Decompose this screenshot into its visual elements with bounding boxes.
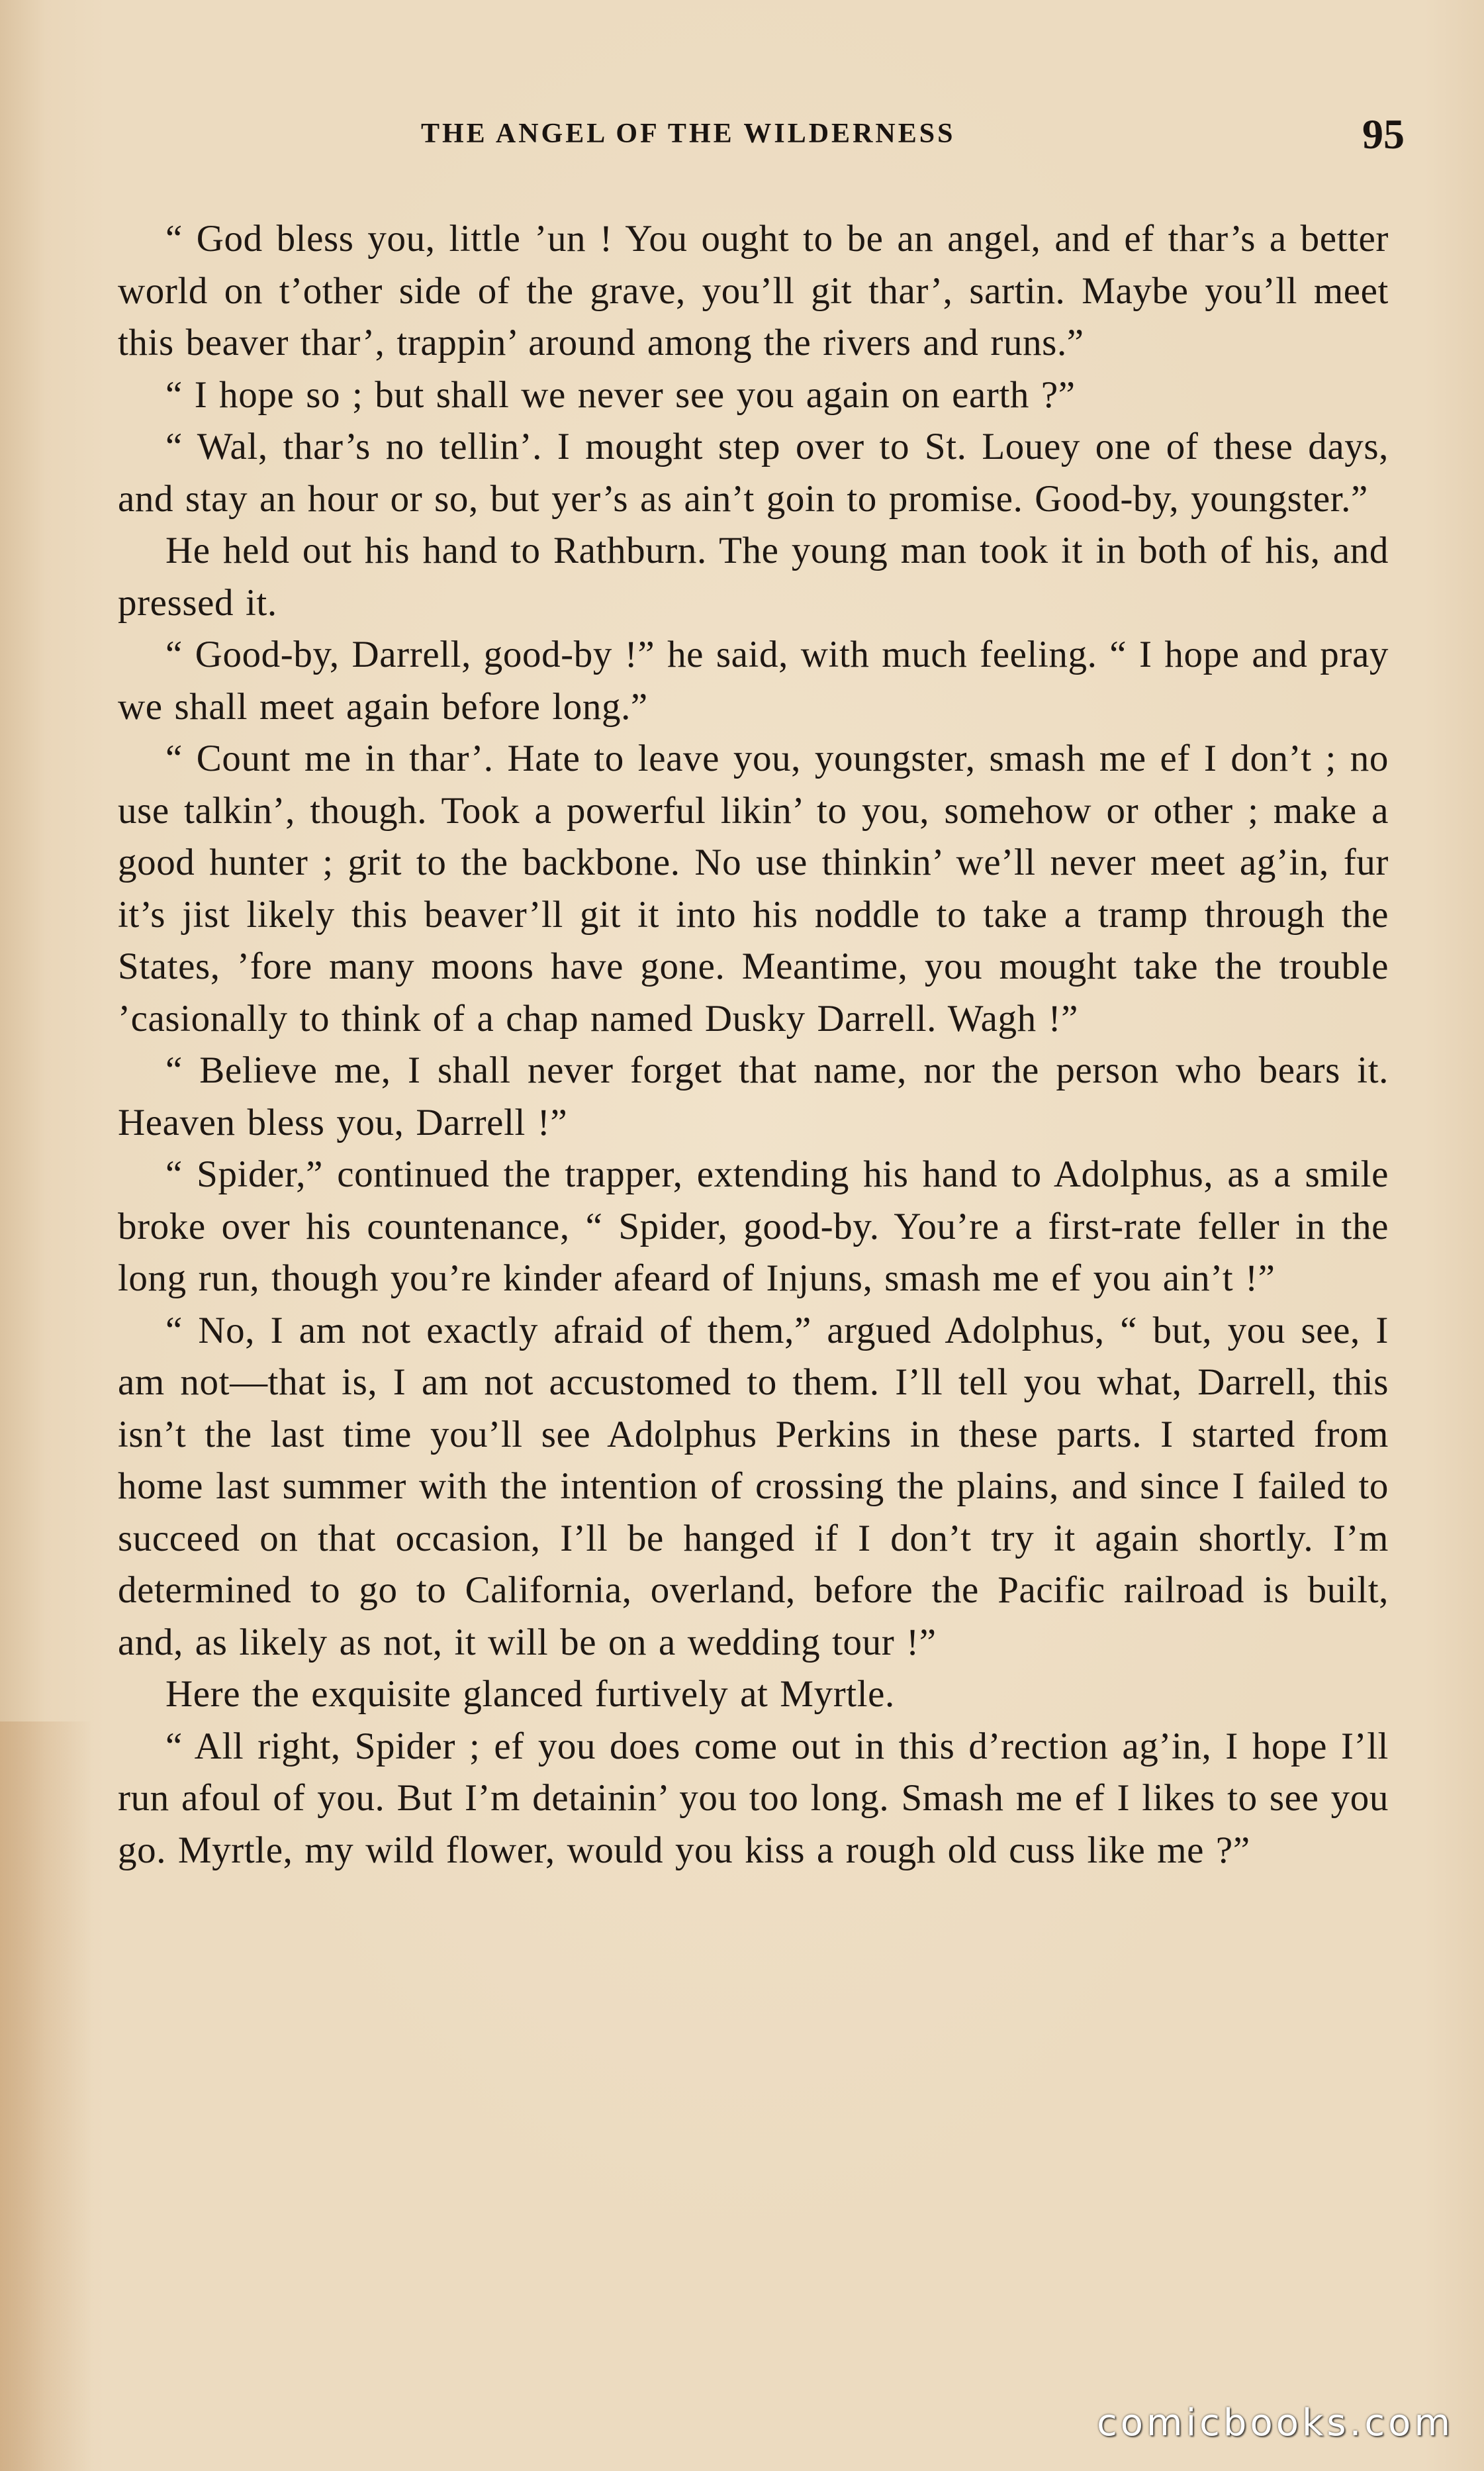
paragraph: “ All right, Spider ; ef you does come out in this d’rection ag’in, I hope I’ll run afoul of you. But I’m detainin’ you too long. Smash me ef I likes to see you go. Myrtle, my wild flower, would you kiss a rough old cuss like me ?” bbox=[118, 1725, 1389, 1871]
paragraph: “ Spider,” continued the trapper, extending his hand to Adolphus, as a smile broke over his countenance, “ Spider, good-by. You’re a first-rate feller in the long run, though you’re kinder afeard of Injuns, smash me ef you ain’t !” bbox=[118, 1153, 1389, 1299]
paragraph: “ Believe me, I shall never forget that name, nor the person who bears it. Heaven bless you, Darrell !” bbox=[118, 1049, 1389, 1143]
paragraph: “ God bless you, little ’un ! You ought to be an angel, and ef thar’s a better world on t’other side of the grave, you’ll git thar’, sartin. Maybe you’ll meet this beaver thar’, trappin’ around among the rivers and runs.” bbox=[118, 218, 1389, 363]
paragraph: “ Good-by, Darrell, good-by !” he said, with much feeling. “ I hope and pray we shall meet again before long.” bbox=[118, 634, 1389, 728]
body-text bbox=[118, 213, 1389, 1876]
paragraph: “ I hope so ; but shall we never see you again on earth ?” bbox=[165, 373, 1076, 416]
paragraph: “ No, I am not exactly afraid of them,” argued Adolphus, “ but, you see, I am not—that is, I am not accustomed to them. I’ll tell you what, Darrell, this isn’t the last time you’ll see Adolphus Perkins in these parts. I started from home last summer with the intention of crossing the plains, and since I failed to succeed on that occasion, I’ll be hanged if I don’t try it again shortly. I’m determined to go to California, overland, before the Pacific railroad is built, and, as likely as not, it will be on a wedding tour !” bbox=[118, 1309, 1389, 1663]
page-header bbox=[119, 111, 1410, 160]
watermark: comicbooks.com bbox=[1096, 2401, 1454, 2445]
paragraph: “ Count me in thar’. Hate to leave you, youngster, smash me ef I don’t ; no use talkin’, though. Took a powerful likin’ to you, somehow or other ; make a good hunter ; grit to the backbone. No use thinkin’ we’ll never meet ag’in, fur it’s jist likely this beaver’ll git it into his noddle to take a tramp through the States, ’fore many moons have gone. Meantime, you mought take the trouble ’casionally to think of a chap named Dusky Darrell. Wagh !” bbox=[118, 738, 1389, 1040]
paragraph: “ Wal, thar’s no tellin’. I mought step over to St. Louey one of these days, and stay an hour or so, but yer’s as ain’t goin to promise. Good-by, youngster.” bbox=[118, 426, 1389, 520]
page-number: 95 bbox=[1362, 111, 1405, 158]
page-stain bbox=[0, 1721, 93, 2471]
paragraph: Here the exquisite glanced furtively at Myrtle. bbox=[165, 1673, 895, 1715]
running-title: THE ANGEL OF THE WILDERNESS bbox=[421, 119, 956, 149]
paragraph: He held out his hand to Rathburn. The young man took it in both of his, and pressed it. bbox=[118, 530, 1389, 624]
